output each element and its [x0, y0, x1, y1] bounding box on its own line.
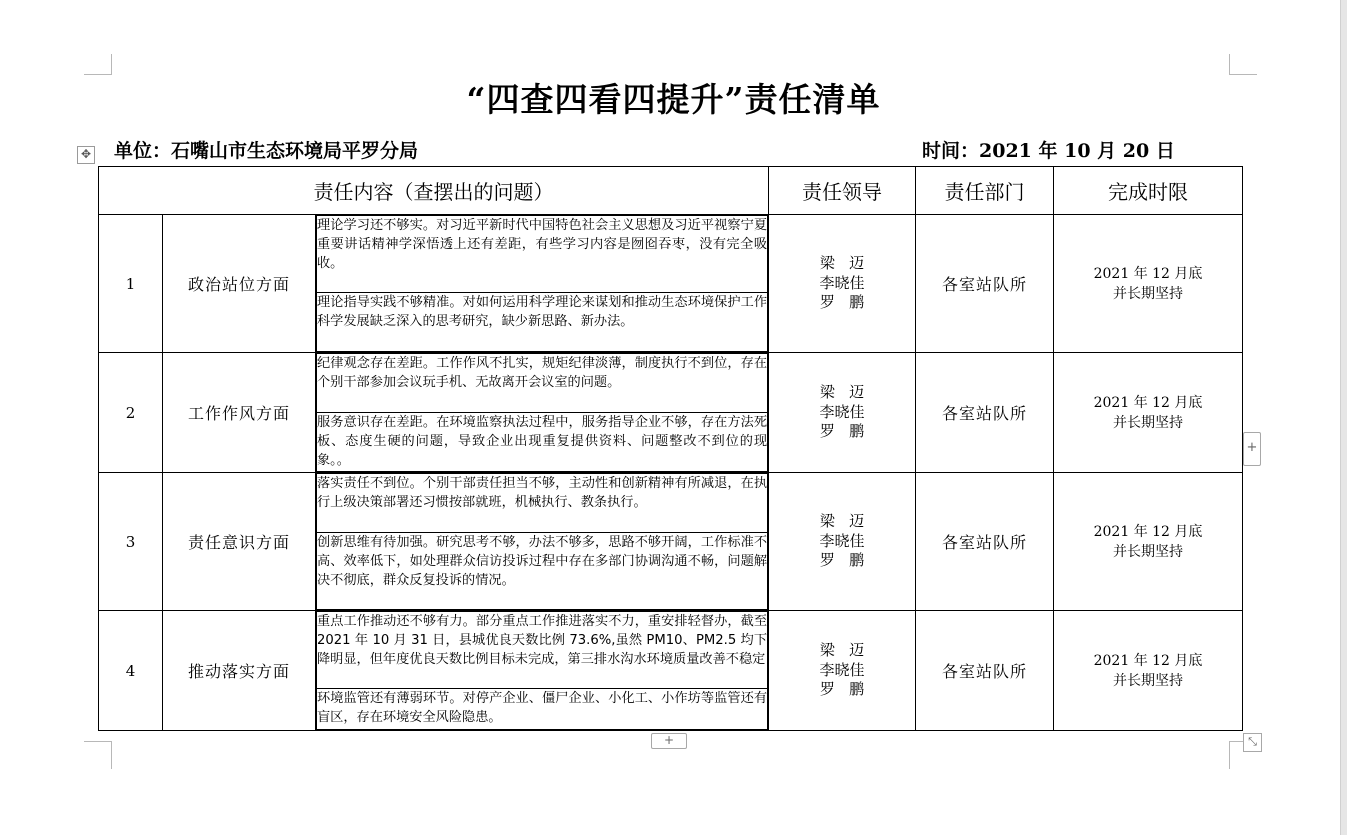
deadline-note: 并长期坚持 — [1113, 414, 1184, 431]
issue-text: 落实责任不到位。个别干部责任担当不够，主动性和创新精神有所减退，在执行上级决策部署还习惯按部就班，机械执行、教条执行。 — [317, 474, 768, 533]
responsibility-table — [98, 166, 1243, 731]
resize-icon: ⤡ — [1248, 735, 1257, 748]
row-dept: 各室站队所 — [916, 215, 1054, 353]
table-row — [99, 353, 1243, 473]
row-leaders — [769, 473, 916, 611]
row-number: 4 — [99, 611, 163, 731]
row-number: 2 — [99, 353, 163, 473]
row-issues — [316, 353, 769, 473]
deadline-note: 并长期坚持 — [1113, 285, 1184, 302]
unit-label: 单位：石嘴山市生态环境局平罗分局 — [114, 140, 419, 162]
add-column-button[interactable]: + — [1243, 432, 1261, 466]
crop-mark-top-right — [1229, 54, 1257, 75]
leader-name: 李晓佳 — [819, 660, 865, 679]
issue-text: 纪律观念存在差距。工作作风不扎实，规矩纪律淡薄，制度执行不到位，存在个别干部参加会议玩手机、无故离开会议室的问题。 — [317, 354, 768, 413]
row-number: 1 — [99, 215, 163, 353]
date-label: 时间：2021 年 10 月 20 日 — [922, 140, 1175, 162]
table-row — [99, 215, 1243, 353]
row-leaders — [769, 353, 916, 473]
deadline-note: 并长期坚持 — [1113, 543, 1184, 560]
row-leaders — [769, 215, 916, 353]
deadline-date: 2021 年 12 月底 — [1093, 652, 1203, 669]
issue-text: 服务意识存在差距。在环境监察执法过程中，服务指导企业不够，存在方法死板、态度生硬的问题，导致企业出现重复提供资料、问题整改不到位的现象。。 — [317, 413, 768, 472]
row-issues — [316, 473, 769, 611]
leader-name: 李晓佳 — [819, 273, 865, 292]
leader-name: 梁 迈 — [819, 254, 865, 273]
header-deadline: 完成时限 — [1054, 167, 1243, 215]
crop-mark-top-left — [84, 54, 112, 75]
leader-name: 李晓佳 — [819, 531, 865, 550]
deadline-date: 2021 年 12 月底 — [1093, 394, 1203, 411]
table-row — [99, 611, 1243, 731]
leader-name: 罗 鹏 — [819, 680, 865, 699]
table-row — [99, 473, 1243, 611]
table-header-row — [99, 167, 1243, 215]
row-issues — [316, 611, 769, 731]
row-category: 政治站位方面 — [163, 215, 316, 353]
header-leader: 责任领导 — [769, 167, 916, 215]
row-leaders — [769, 611, 916, 731]
deadline-date: 2021 年 12 月底 — [1093, 265, 1203, 282]
issue-text: 创新思维有待加强。研究思考不够，办法不够多，思路不够开阔，工作标准不高、效率低下，如处理群众信访投诉过程中存在多部门协调沟通不畅，问题解决不彻底，群众反复投诉的情况。 — [317, 533, 768, 610]
row-number: 3 — [99, 473, 163, 611]
leader-name: 李晓佳 — [819, 402, 865, 421]
row-deadline — [1054, 215, 1243, 353]
deadline-date: 2021 年 12 月底 — [1093, 523, 1203, 540]
crop-mark-bottom-left — [84, 741, 112, 769]
row-category: 推动落实方面 — [163, 611, 316, 731]
issue-text: 理论指导实践不够精准。对如何运用科学理论来谋划和推动生态环境保护工作科学发展缺乏深入的思考研究，缺少新思路、新办法。 — [317, 293, 768, 352]
row-category: 责任意识方面 — [163, 473, 316, 611]
leader-name: 罗 鹏 — [819, 551, 865, 570]
row-category: 工作作风方面 — [163, 353, 316, 473]
table-resize-handle[interactable] — [1243, 733, 1262, 752]
leader-name: 罗 鹏 — [819, 293, 865, 312]
row-deadline — [1054, 611, 1243, 731]
row-deadline — [1054, 473, 1243, 611]
add-row-button[interactable]: + — [651, 733, 687, 749]
move-icon: ✥ — [80, 147, 92, 161]
table-move-handle[interactable] — [77, 146, 95, 164]
document-title: “四查四看四提升”责任清单 — [466, 80, 881, 119]
header-dept: 责任部门 — [916, 167, 1054, 215]
issue-text: 理论学习还不够实。对习近平新时代中国特色社会主义思想及习近平视察宁夏重要讲话精神学深悟透上还有差距，有些学习内容是囫囵吞枣，没有完全吸收。 — [317, 216, 768, 293]
row-dept: 各室站队所 — [916, 473, 1054, 611]
leader-name: 梁 迈 — [819, 512, 865, 531]
editor-scrollbar-strip[interactable] — [1340, 0, 1347, 835]
row-dept: 各室站队所 — [916, 611, 1054, 731]
header-content: 责任内容（查摆出的问题） — [99, 167, 769, 215]
row-issues — [316, 215, 769, 353]
leader-name: 罗 鹏 — [819, 422, 865, 441]
leader-name: 梁 迈 — [819, 641, 865, 660]
row-dept: 各室站队所 — [916, 353, 1054, 473]
issue-text: 环境监管还有薄弱环节。对停产企业、僵尸企业、小化工、小作坊等监管还有盲区，存在环境安全风险隐患。 — [317, 689, 768, 730]
row-deadline — [1054, 353, 1243, 473]
leader-name: 梁 迈 — [819, 383, 865, 402]
deadline-note: 并长期坚持 — [1113, 672, 1184, 689]
issue-text: 重点工作推动还不够有力。部分重点工作推进落实不力，重安排轻督办，截至 2021 年 10 月 31 日，县城优良天数比例 73.6%,虽然 PM10、PM2.5 均下降明显，但年度优良天数比例目标未完成，第三排水沟水环境质量改善不稳定 — [317, 612, 768, 689]
